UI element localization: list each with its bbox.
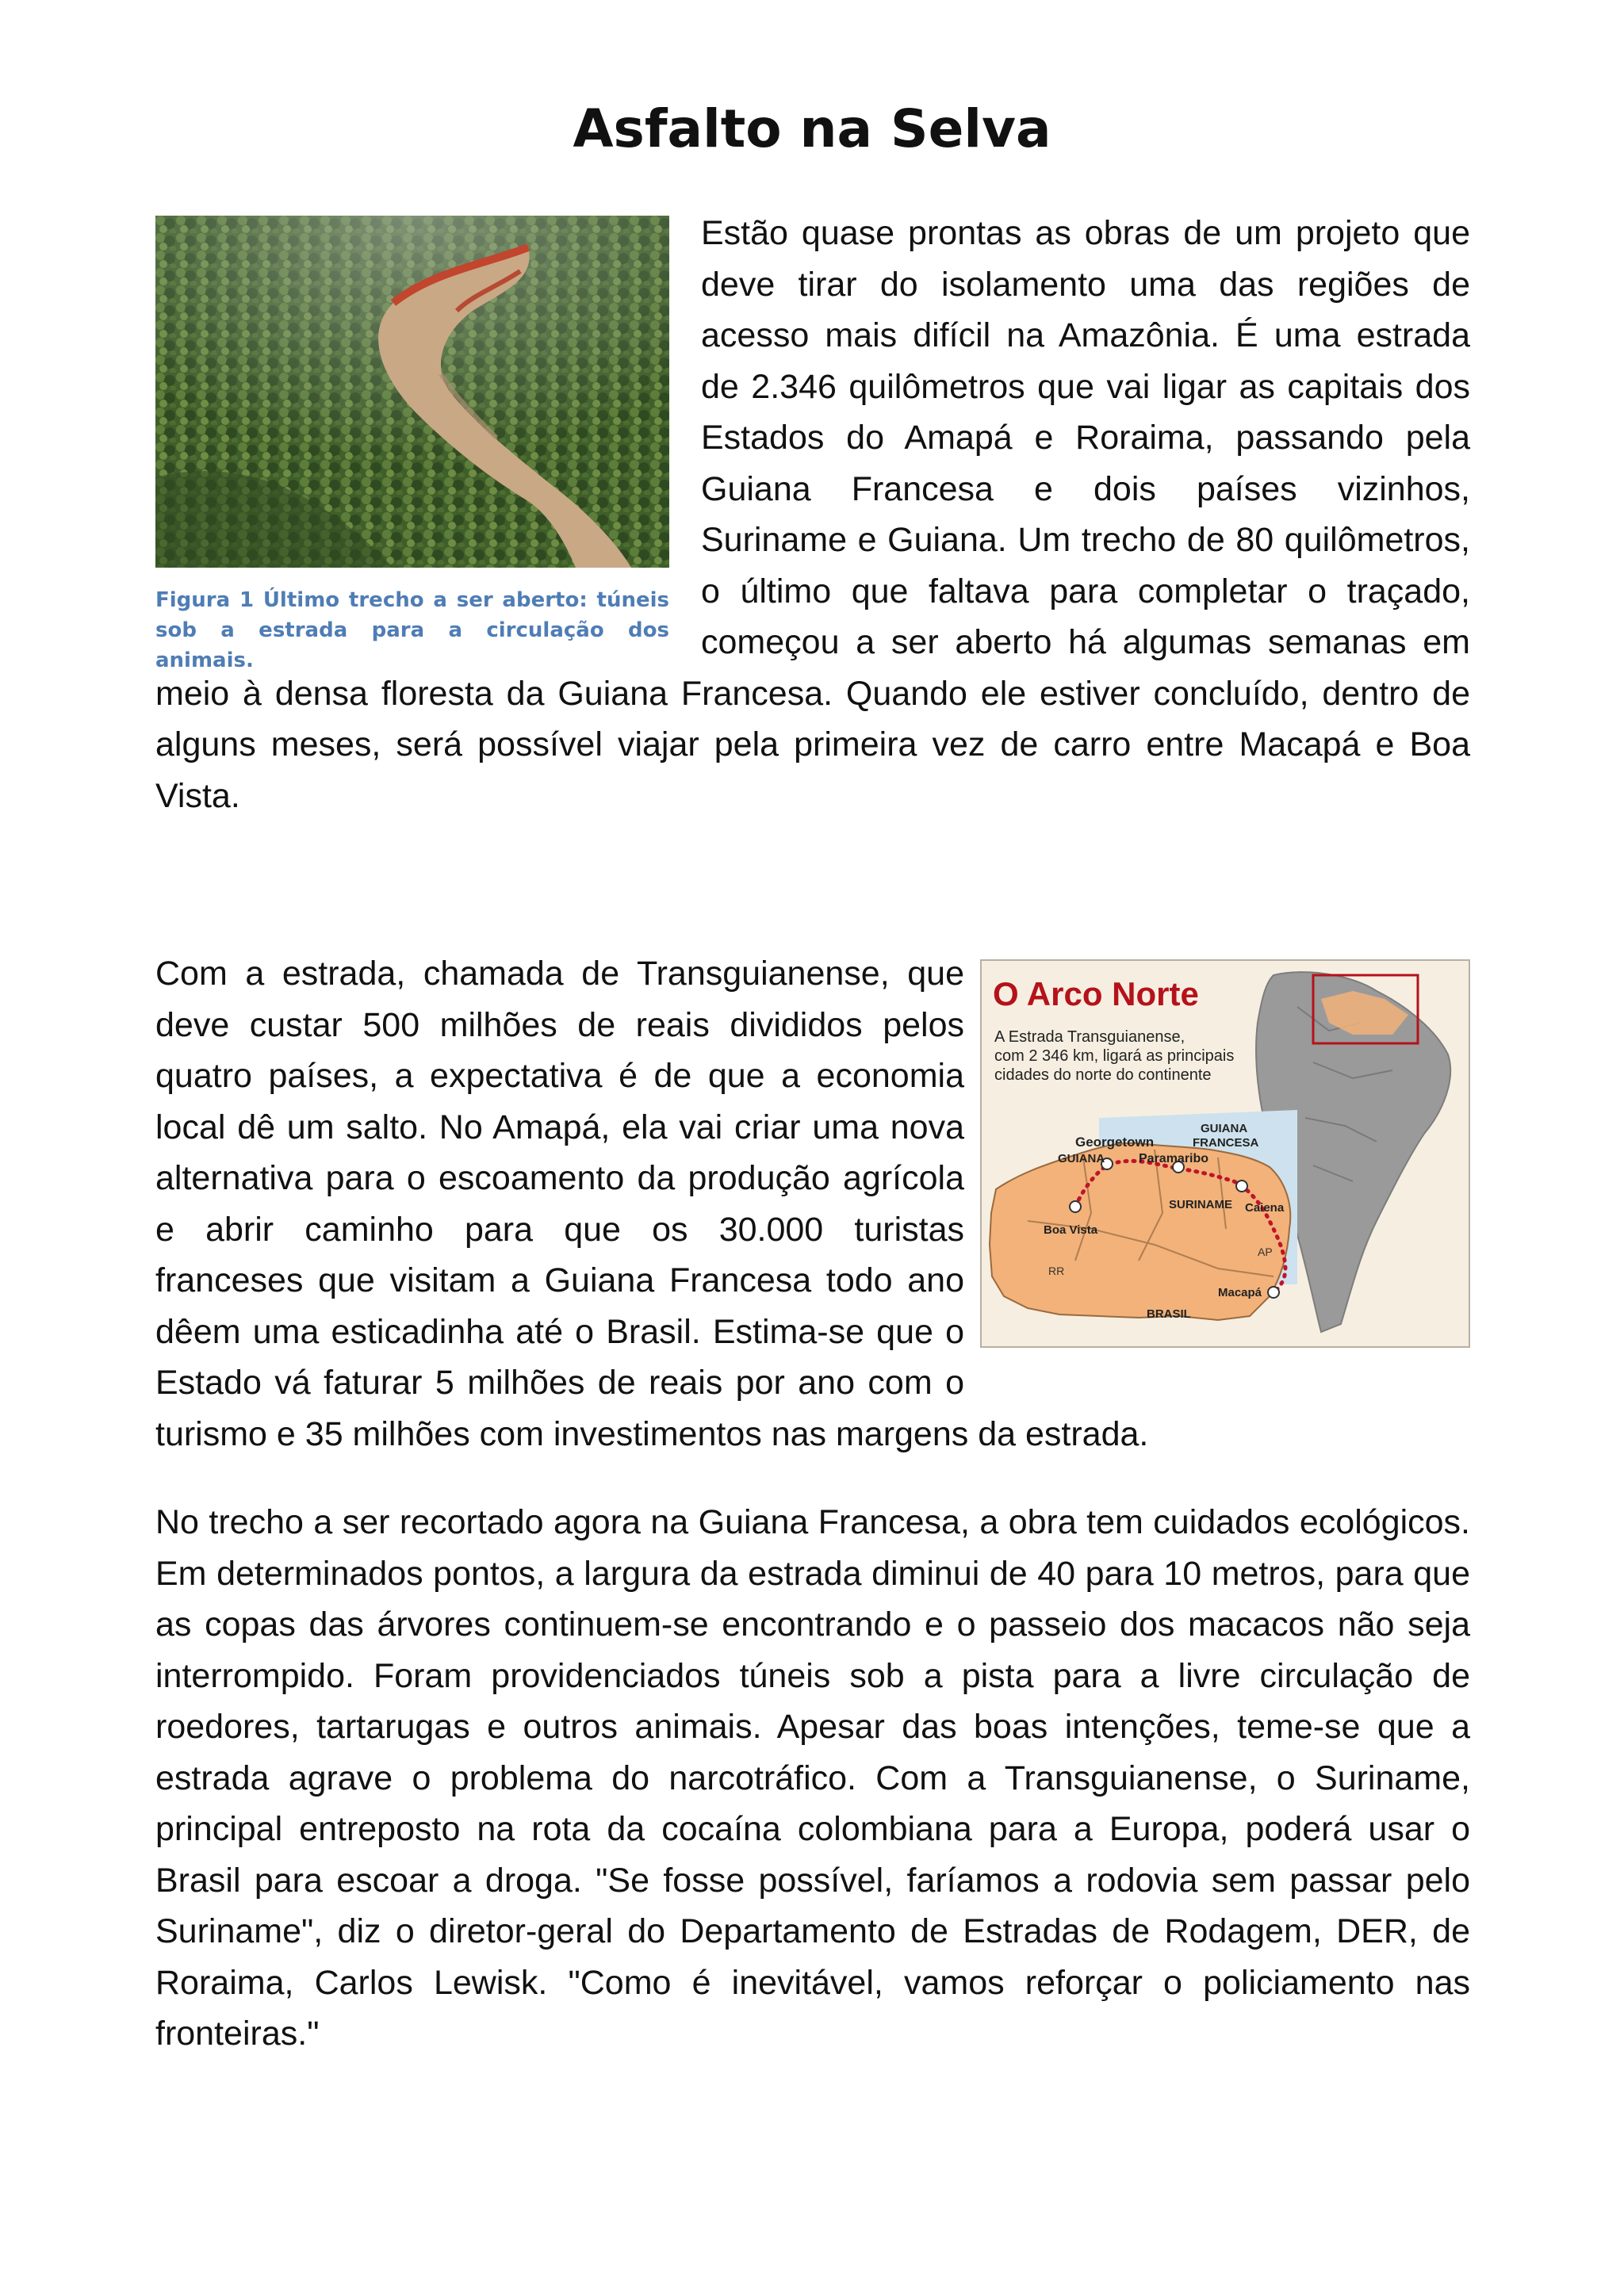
label-paramaribo: Paramaribo [1139, 1152, 1209, 1165]
label-guiana-francesa-2: FRANCESA [1193, 1136, 1259, 1150]
paragraph-3 [155, 1497, 1470, 2060]
label-georgetown: Georgetown [1075, 1135, 1155, 1150]
label-rr: RR [1048, 1265, 1065, 1277]
figure-1-caption: Figura 1 Último trecho a ser aberto: túneis sob a estrada para a circulação dos animais. [155, 588, 669, 672]
label-guiana: GUIANA [1058, 1152, 1105, 1165]
label-brasil: BRASIL [1147, 1307, 1191, 1321]
figure-1 [155, 216, 679, 672]
label-guiana-francesa-1: GUIANA [1201, 1122, 1248, 1135]
label-macapa: Macapá [1218, 1286, 1262, 1299]
paragraph-3-text: No trecho a ser recortado agora na Guiana Francesa, a obra tem cuidados ecológicos. Em determinados pontos, a largura da estrada diminui de 40 para 10 metros, para que as copas das árvores continuem-se encontrando e o passeio dos macacos não seja interrompido. Foram providenciados túneis sob a pista para a livre circulação de roedores, tartarugas e outros animais. Apesar das boas intenções, teme-se que a estrada agrave o problema do narcotráfico. Com a Transguianense, o Suriname, principal entreposto na rota da cocaína colombiana para a Europa, poderá usar o Brasil para escoar a droga. "Se fosse possível, faríamos a rodovia sem passar pelo Suriname", diz o diretor-geral do Departamento de Estradas de Rodagem, DER, de Roraima, Carlos Lewisk. "Como é inevitável, vamos reforçar o policiamento nas fronteiras." [155, 1503, 1470, 2053]
paragraph-2 [155, 948, 1470, 1460]
rainforest-road-photo [155, 216, 669, 568]
paragraph-1 [155, 208, 1470, 821]
figure-2 [980, 959, 1470, 1367]
map-title: O Arco Norte [993, 975, 1199, 1012]
label-caiena: Caiena [1245, 1201, 1285, 1215]
label-ap: AP [1258, 1246, 1273, 1258]
map-description-line-1: A Estrada Transguianense, [994, 1028, 1185, 1046]
map-description-line-3: cidades do norte do continente [994, 1066, 1212, 1084]
article-title: Asfalto na Selva [573, 98, 1051, 159]
paragraph-2-text: Com a estrada, chamada de Transguianense, que deve custar 500 milhões de reais divididos pelos quatro países, a expectativa é de que a economia local dê um salto. No Amapá, ela vai criar uma nova alternativa para o escoamento da produção agrícola e abrir caminho para que os 30.000 turistas franceses que visitam a Guiana Francesa todo ano dêem uma esticadinha até o Brasil. Estima-se que o Estado vá faturar 5 milhões de reais por ano com o turismo e 35 milhões com investimentos nas margens da estrada. [155, 955, 1149, 1453]
map-description-line-2: com 2 346 km, ligará as principais [994, 1047, 1235, 1065]
paragraph-1-text: Estão quase prontas as obras de um projeto que deve tirar do isolamento uma das regiões de acesso mais difícil na Amazônia. É uma estrada de 2.346 quilômetros que vai ligar as capitais dos Estados do Amapá e Roraima, passando pela Guiana Francesa e dois países vizinhos, Suriname e Guiana. Um trecho de 80 quilômetros, o último que faltava para completar o traçado, começou a ser aberto há algumas semanas em meio à densa floresta da Guiana Francesa. Quando ele estiver concluído, dentro de alguns meses, será possível viajar pela primeira vez de carro entre Macapá e Boa Vista. [155, 214, 1470, 815]
arco-norte-map [980, 959, 1470, 1348]
label-boa-vista: Boa Vista [1044, 1223, 1098, 1237]
label-suriname: SURINAME [1169, 1198, 1233, 1211]
